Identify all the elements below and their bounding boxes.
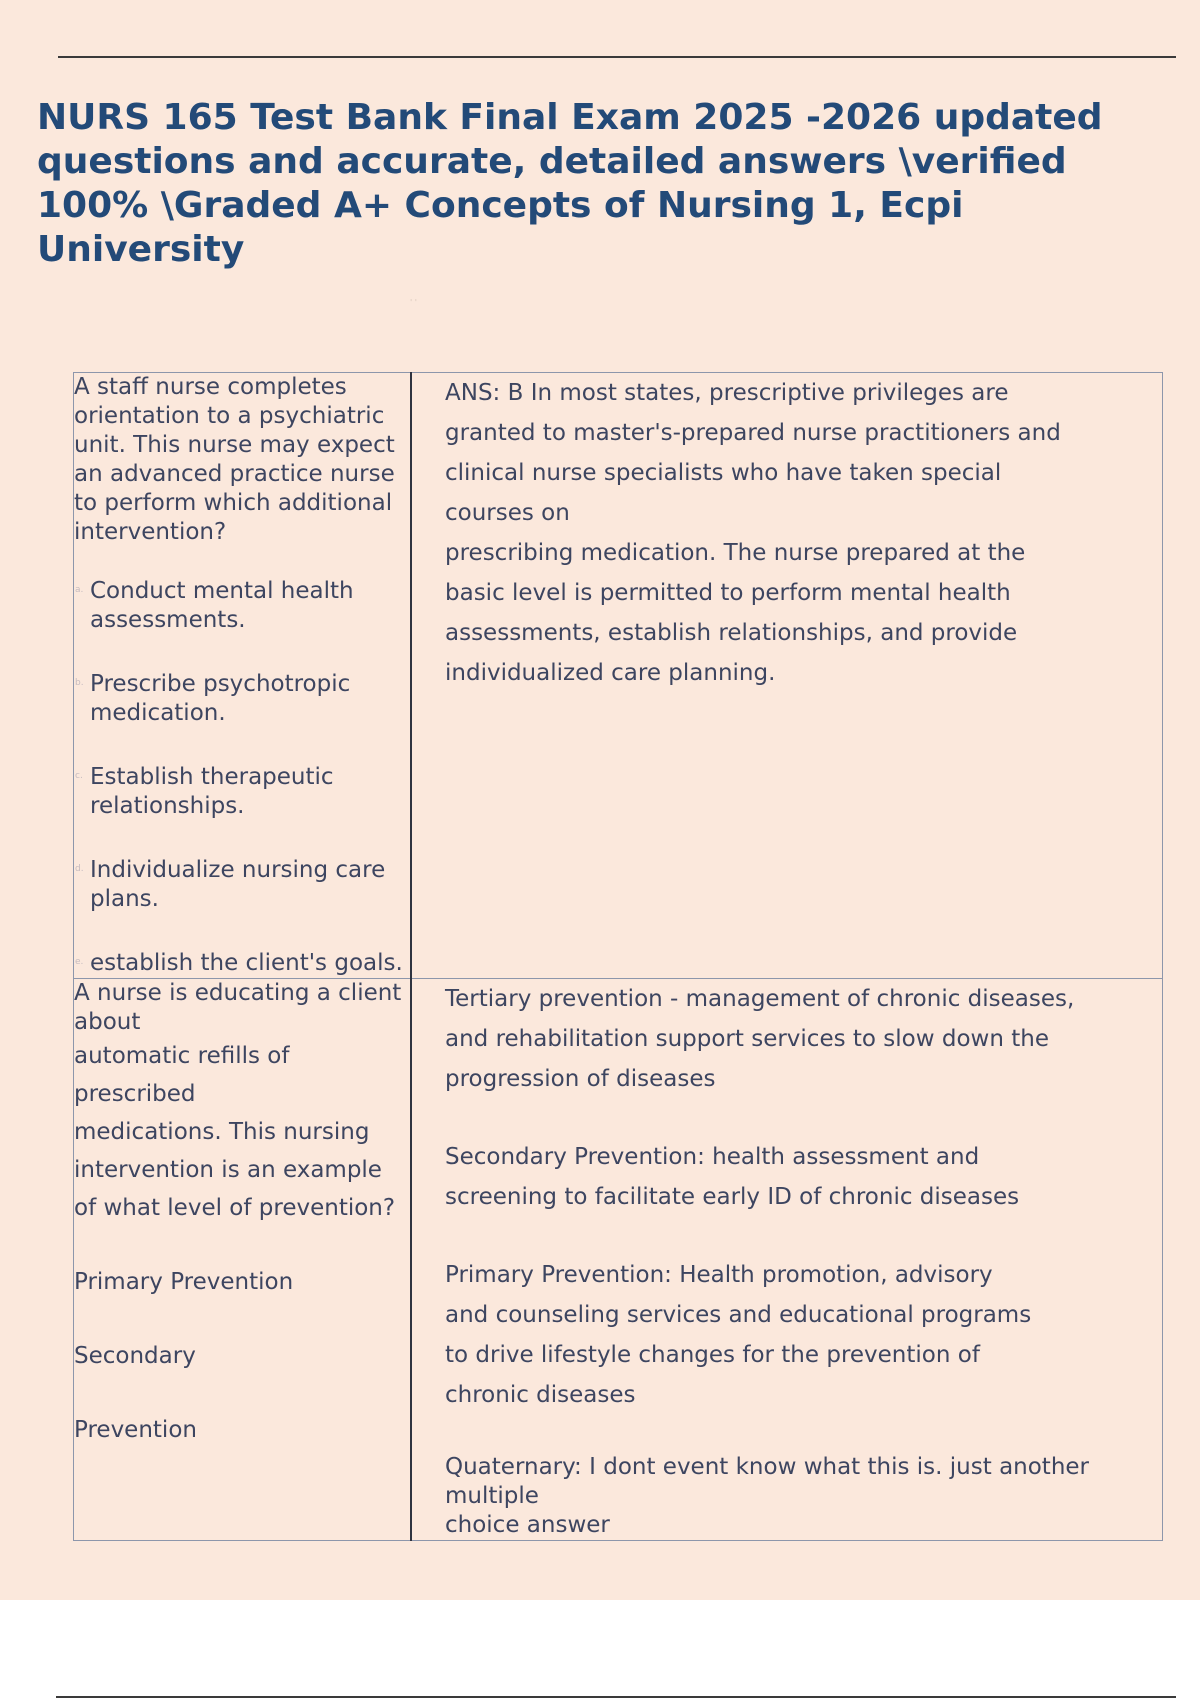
answer-line: screening to facilitate early ID of chronic diseases	[445, 1184, 1020, 1210]
option-text: Individualize nursing care plans.	[90, 857, 386, 912]
option-letter: e.	[75, 957, 84, 967]
question-line: intervention is an example	[74, 1157, 382, 1183]
stray-mark: ' '	[410, 298, 417, 307]
answer-block	[445, 1255, 1162, 1415]
answer-cell	[411, 373, 1163, 979]
qa-row	[74, 979, 1163, 1541]
option-letter: a.	[75, 585, 84, 595]
option-text: Establish therapeutic relationships.	[90, 764, 334, 819]
answer-line: choice answer	[445, 1512, 610, 1538]
answer-cell	[411, 979, 1163, 1541]
answer-block	[445, 979, 1162, 1099]
answer-line: chronic diseases	[445, 1382, 636, 1408]
option-letter: c.	[75, 771, 83, 781]
answer-line: progression of diseases	[445, 1066, 716, 1092]
choice-item: Secondary	[74, 1343, 196, 1369]
question-text: A staff nurse completes orientation to a psychiatric unit. This nurse may expect an advanced practice nurse to perform which additional intervention?	[74, 374, 395, 545]
answer-option	[74, 670, 410, 728]
choice-item: Prevention	[74, 1417, 197, 1443]
answer-option	[74, 577, 410, 635]
answer-line: Tertiary prevention - management of chronic diseases,	[445, 986, 1075, 1012]
answer-line: to drive lifestyle changes for the prevention of	[445, 1342, 980, 1368]
option-text: Prescribe psychotropic medication.	[90, 671, 351, 726]
question-line: medications. This nursing	[74, 1119, 370, 1145]
answer-block	[445, 1453, 1162, 1540]
answer-line: prescribing medication. The nurse prepared at the	[445, 540, 1026, 566]
answer-option	[74, 763, 410, 821]
option-text: Conduct mental health assessments.	[90, 578, 354, 633]
document-title: NURS 165 Test Bank Final Exam 2025 -2026 updated questions and accurate, detailed answers \verified 100% \Graded A+ Concepts of Nursing 1, Ecpi University	[37, 97, 1103, 270]
qa-row	[74, 373, 1163, 979]
answer-line: assessments, establish relationships, and provide	[445, 620, 1018, 646]
answer-line: courses on	[445, 500, 570, 526]
bottom-divider	[56, 1696, 1176, 1698]
choice-list	[74, 1263, 410, 1449]
answer-line: individualized care planning.	[445, 660, 776, 686]
question-line: A nurse is educating a client about	[74, 980, 402, 1035]
top-divider	[58, 56, 1176, 58]
answer-line: clinical nurse specialists who have taken special	[445, 460, 1002, 486]
answer-line: basic level is permitted to perform mental health	[445, 580, 1011, 606]
answer-option	[74, 949, 410, 978]
option-letter: d.	[75, 864, 84, 874]
answer-line: Primary Prevention: Health promotion, advisory	[445, 1262, 993, 1288]
option-text: establish the client's goals.	[90, 950, 403, 976]
answer-line: and counseling services and educational programs	[445, 1302, 1032, 1328]
question-line: automatic refills of prescribed	[74, 1043, 290, 1107]
answer-line: granted to master's-prepared nurse practitioners and	[445, 420, 1061, 446]
qa-table	[73, 372, 1163, 1541]
answer-block	[445, 1137, 1162, 1217]
answer-line: ANS: B In most states, prescriptive privileges are	[445, 380, 1009, 406]
answer-line: and rehabilitation support services to slow down the	[445, 1026, 1049, 1052]
answer-line: Quaternary: I dont event know what this is. just another multiple	[445, 1454, 1090, 1509]
answer-option	[74, 856, 410, 914]
question-line: of what level of prevention?	[74, 1195, 396, 1221]
question-cell	[74, 373, 412, 979]
answer-line: Secondary Prevention: health assessment and	[445, 1144, 980, 1170]
choice-item: Primary Prevention	[74, 1269, 294, 1295]
option-letter: b.	[75, 678, 84, 688]
question-cell	[74, 979, 412, 1541]
